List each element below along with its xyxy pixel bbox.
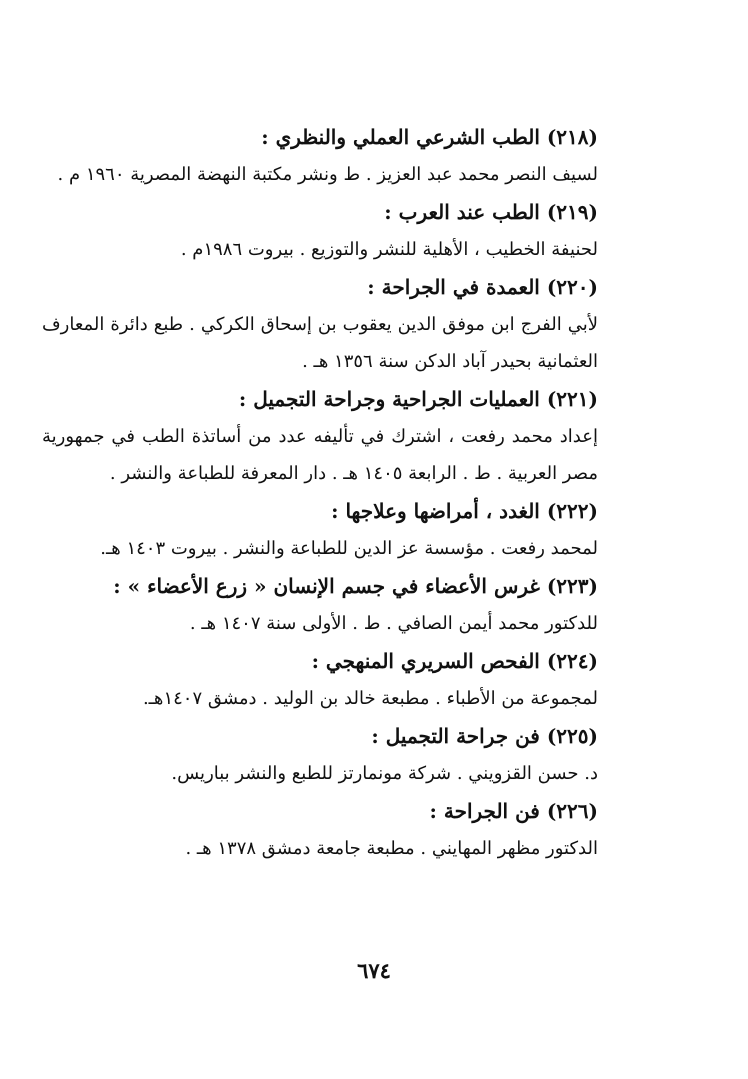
entry-heading: (٢١٨) الطب الشرعي العملي والنظري : bbox=[261, 125, 598, 149]
entry-heading: (٢٢٤) الفحص السريري المنهجي : bbox=[311, 649, 598, 673]
entry-body: للدكتور محمد أيمن الصافي . ط . الأولى سنة ١٤٠٧ هـ . bbox=[189, 613, 598, 634]
page-number: ٦٧٤ bbox=[357, 958, 391, 983]
bibliography-entry bbox=[42, 380, 598, 492]
bibliography-entry bbox=[70, 792, 598, 867]
bibliography-entry bbox=[70, 193, 598, 268]
entry-heading: (٢٢٣) غرس الأعضاء في جسم الإنسان « زرع الأعضاء » : bbox=[113, 574, 598, 598]
entry-body: د. حسن القزويني . شركة مونمارتز للطبع والنشر بباريس. bbox=[171, 763, 598, 784]
entry-heading: (٢٢٥) فن جراحة التجميل : bbox=[371, 724, 598, 748]
entry-body: لمحمد رفعت . مؤسسة عز الدين للطباعة والنشر . بيروت ١٤٠٣ هـ. bbox=[100, 538, 598, 559]
entry-body: الدكتور مظهر المهايني . مطبعة جامعة دمشق ١٣٧٨ هـ . bbox=[185, 838, 598, 859]
entry-heading: (٢٢٠) العمدة في الجراحة : bbox=[367, 275, 598, 299]
bibliography-entry bbox=[42, 268, 598, 380]
entry-heading: (٢١٩) الطب عند العرب : bbox=[384, 200, 598, 224]
entry-body: لمجموعة من الأطباء . مطبعة خالد بن الوليد . دمشق ١٤٠٧هـ. bbox=[142, 688, 598, 709]
bibliography-entry bbox=[70, 567, 598, 642]
entry-heading: (٢٢٢) الغدد ، أمراضها وعلاجها : bbox=[331, 499, 598, 523]
bibliography-entry bbox=[57, 118, 598, 193]
entry-body: لحنيفة الخطيب ، الأهلية للنشر والتوزيع . بيروت ١٩٨٦م . bbox=[180, 239, 598, 260]
entry-body: لأبي الفرج ابن موفق الدين يعقوب بن إسحاق الكركي . طبع دائرة المعارف العثمانية بحيدر آباد الدكن سنة ١٣٥٦ هـ . bbox=[42, 314, 598, 372]
bibliography-entry bbox=[70, 717, 598, 792]
entry-heading: (٢٢٦) فن الجراحة : bbox=[429, 799, 598, 823]
bibliography-list bbox=[42, 118, 598, 867]
bibliography-entry bbox=[70, 492, 598, 567]
entry-body: لسيف النصر محمد عبد العزيز . ط ونشر مكتبة النهضة المصرية ١٩٦٠ م . bbox=[57, 164, 598, 185]
entry-body: إعداد محمد رفعت ، اشترك في تأليفه عدد من أساتذة الطب في جمهورية مصر العربية . ط . الرابعة ١٤٠٥ هـ . دار المعرفة للطباعة والنشر . bbox=[42, 426, 598, 484]
entry-heading: (٢٢١) العمليات الجراحية وجراحة التجميل : bbox=[238, 387, 598, 411]
bibliography-entry bbox=[70, 642, 598, 717]
